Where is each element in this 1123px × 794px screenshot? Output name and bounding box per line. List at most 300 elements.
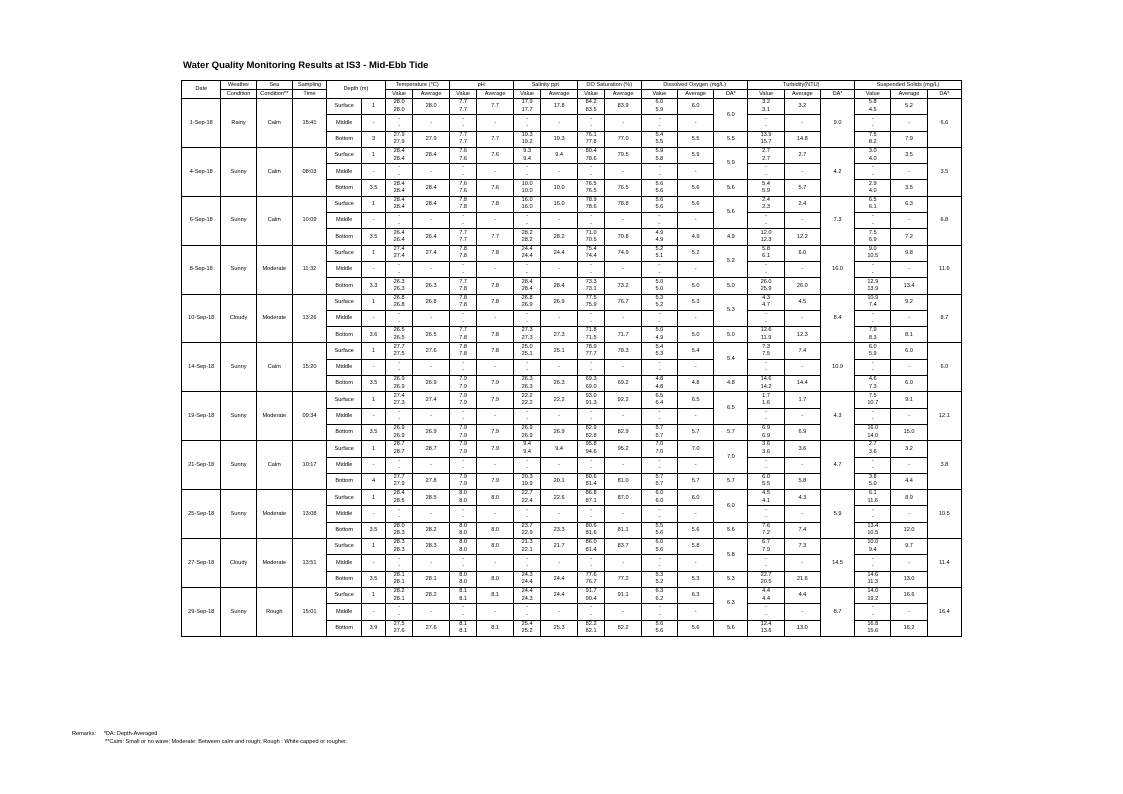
ph-value-reading: - [462,122,465,129]
turbidity-value-reading: 6.9 [762,432,770,439]
depth-value-cell: 3 [362,131,385,147]
header-weather: Weather [221,81,256,90]
header-average: Average [784,90,820,99]
dissolved-oxygen-value-reading: 5.6 [655,546,664,553]
suspended-solids-value [855,180,891,196]
salinity-value-reading: 27.3 [521,327,533,334]
do-saturation-value-reading: 76.1 [585,131,597,138]
suspended-solids-value-reading: 7.4 [868,302,877,309]
do-saturation-average: - [605,359,641,375]
do-saturation-value-reading: 69.0 [585,383,597,390]
temperature-value [385,604,413,620]
suspended-solids-average: 3.5 [891,147,927,163]
suspended-solids-average: 6.0 [891,376,927,392]
dissolved-oxygen-da: 5.3 [714,294,748,327]
weather-cell: Cloudy [221,539,256,588]
dissolved-oxygen-value-reading: 5.6 [655,180,664,187]
turbidity-value [748,587,784,603]
do-saturation-value [577,343,605,359]
ph-value-reading: 7.8 [459,302,467,309]
salinity-value-reading: 22.1 [521,546,533,553]
turbidity-value-reading: 20.5 [760,579,772,586]
dissolved-oxygen-da: 5.6 [714,180,748,196]
do-saturation-value-reading: - [590,465,593,472]
dissolved-oxygen-value-reading: - [658,604,661,611]
temperature-value [385,571,413,587]
suspended-solids-value-reading: - [871,604,874,611]
dissolved-oxygen-value-reading: 5.4 [655,131,664,138]
dissolved-oxygen-value-reading: 5.0 [655,327,664,334]
dissolved-oxygen-value [641,441,677,457]
header-temperature: Temperature (°C) [385,81,449,90]
suspended-solids-value [855,99,891,115]
suspended-solids-da: 3.8 [927,441,961,490]
temperature-average: - [413,213,449,229]
temperature-value-reading: - [398,220,401,227]
suspended-solids-value-reading: 14.6 [867,571,879,578]
turbidity-value-reading: 3.2 [762,99,770,106]
temperature-value-reading: - [398,269,401,276]
ph-average: - [477,115,513,131]
ph-average: 8.1 [477,587,513,603]
suspended-solids-value-reading: 4.6 [868,376,877,383]
header-sea-condition: Condition** [256,90,292,99]
suspended-solids-value [855,587,891,603]
turbidity-value-reading: - [765,115,767,122]
do-saturation-average: - [605,555,641,571]
do-saturation-value [577,147,605,163]
ph-value-reading: 7.7 [459,139,467,146]
temperature-value [385,278,413,294]
dissolved-oxygen-da: 5.9 [714,147,748,180]
turbidity-value-reading: 6.0 [762,474,770,481]
depth-level-cell: Bottom [327,473,362,489]
table-row [182,294,962,310]
ph-value [449,343,477,359]
turbidity-value [748,294,784,310]
depth-level-cell: Middle [327,213,362,229]
ph-value-reading: 8.1 [459,628,467,635]
temperature-average: 28.4 [413,180,449,196]
ph-value-reading: 8.0 [459,546,467,553]
ph-value-reading: 7.7 [459,99,467,106]
ph-value [449,327,477,343]
depth-value-cell: 3.5 [362,522,385,538]
temperature-average: 28.4 [413,147,449,163]
ph-value-reading: - [462,213,465,220]
ph-value-reading: 7.9 [459,392,467,399]
temperature-value-reading: - [398,416,401,423]
suspended-solids-value-reading: 11.3 [867,579,878,586]
suspended-solids-value-reading: 19.2 [867,595,879,602]
suspended-solids-value-reading: 4.0 [868,188,877,195]
dissolved-oxygen-average: - [678,115,714,131]
suspended-solids-average: - [891,359,927,375]
header-sea: Sea [256,81,292,90]
turbidity-value-reading: - [765,318,767,325]
turbidity-value-reading: 5.9 [762,188,770,195]
turbidity-value-reading: 7.9 [762,546,770,553]
do-saturation-value [577,196,605,212]
table-row [182,587,962,603]
ph-value-reading: 7.6 [459,180,467,187]
temperature-value-reading: 28.4 [393,204,405,211]
dissolved-oxygen-average: 5.5 [678,131,714,147]
ph-value [449,408,477,424]
depth-level-cell: Surface [327,196,362,212]
dissolved-oxygen-average: - [678,310,714,326]
suspended-solids-value-reading: - [871,367,874,374]
turbidity-value-reading: 12.3 [760,237,772,244]
temperature-value [385,359,413,375]
turbidity-value [748,392,784,408]
temperature-value-reading: - [398,604,401,611]
suspended-solids-average: 7.9 [891,131,927,147]
salinity-value [513,604,541,620]
temperature-value-reading: - [398,262,401,269]
suspended-solids-value [855,131,891,147]
turbidity-value [748,473,784,489]
salinity-value [513,506,541,522]
table-body [182,99,962,637]
dissolved-oxygen-average: 6.0 [678,99,714,115]
do-saturation-value-reading: - [590,318,593,325]
salinity-value-reading: 25.1 [521,351,533,358]
suspended-solids-average: - [891,457,927,473]
do-saturation-average: 79.5 [605,147,641,163]
salinity-value-reading: 26.3 [521,376,533,383]
ph-average: 7.8 [477,294,513,310]
dissolved-oxygen-da: 5.6 [714,196,748,229]
dissolved-oxygen-da: 6.0 [714,490,748,523]
do-saturation-average: 91.1 [605,587,641,603]
dissolved-oxygen-value-reading: 5.2 [655,245,664,252]
header-depth: Depth (m) [327,81,386,99]
turbidity-average: 7.4 [784,343,820,359]
suspended-solids-average: - [891,604,927,620]
temperature-average: 28.4 [413,196,449,212]
temperature-value-reading: - [398,611,401,618]
do-saturation-average: 83.7 [605,539,641,555]
ph-average: 8.0 [477,571,513,587]
sea-condition-cell: Calm [256,441,292,490]
temperature-average: 26.5 [413,327,449,343]
suspended-solids-average: - [891,310,927,326]
temperature-value-reading: 26.3 [393,285,405,292]
temperature-value [385,620,413,636]
suspended-solids-value [855,555,891,571]
weather-cell: Sunny [221,392,256,441]
suspended-solids-value-reading: - [871,506,874,513]
suspended-solids-value-reading: 3.8 [868,474,877,481]
ph-value-reading: 7.6 [459,155,467,162]
suspended-solids-value-reading: - [871,611,874,618]
depth-level-cell: Bottom [327,180,362,196]
suspended-solids-average: - [891,164,927,180]
ph-value [449,245,477,261]
salinity-value-reading: 16.0 [521,204,533,211]
salinity-average: 9.4 [541,441,577,457]
do-saturation-value [577,539,605,555]
turbidity-value-reading: 7.2 [762,530,770,537]
depth-value-cell: - [362,359,385,375]
ph-value-reading: - [462,514,465,521]
temperature-average: - [413,115,449,131]
suspended-solids-value-reading: 9.4 [868,546,877,553]
date-cell: 14-Sep-18 [182,343,221,392]
temperature-average: 28.5 [413,490,449,506]
suspended-solids-da: 6.6 [927,99,961,148]
suspended-solids-average: 3.2 [891,441,927,457]
depth-level-cell: Middle [327,261,362,277]
temperature-value-reading: 27.4 [393,392,405,399]
do-saturation-value [577,245,605,261]
turbidity-value-reading: 13.9 [760,131,772,138]
do-saturation-average: - [605,506,641,522]
turbidity-value-reading: 15.7 [760,139,772,146]
do-saturation-average: - [605,457,641,473]
ph-value-reading: 7.8 [459,204,467,211]
dissolved-oxygen-value [641,294,677,310]
ph-value-reading: 8.0 [459,497,467,504]
ph-value-reading: 7.9 [459,481,467,488]
suspended-solids-da: 16.4 [927,587,961,636]
dissolved-oxygen-average: - [678,506,714,522]
ph-average: 8.0 [477,490,513,506]
salinity-value [513,457,541,473]
suspended-solids-da: 3.5 [927,147,961,196]
turbidity-value-reading: - [765,262,767,269]
ph-value-reading: 7.8 [459,351,467,358]
ph-average: 7.7 [477,131,513,147]
do-saturation-average: 82.2 [605,620,641,636]
suspended-solids-value-reading: 12.9 [867,278,879,285]
do-saturation-value-reading: 78.9 [585,343,597,350]
dissolved-oxygen-value [641,522,677,538]
ph-value [449,539,477,555]
temperature-value-reading: 27.6 [393,628,405,635]
turbidity-value-reading: - [765,122,767,129]
suspended-solids-value-reading: 3.0 [868,148,877,155]
turbidity-average: - [784,310,820,326]
depth-value-cell: - [362,457,385,473]
dissolved-oxygen-average: 4.9 [678,229,714,245]
salinity-value-reading: 22.4 [521,497,533,504]
depth-level-cell: Middle [327,115,362,131]
suspended-solids-value-reading: - [871,115,874,122]
temperature-value [385,457,413,473]
do-saturation-value-reading: 77.8 [585,139,597,146]
salinity-value-reading: 28.4 [521,285,533,292]
turbidity-average: 14.8 [784,131,820,147]
ph-value [449,620,477,636]
turbidity-value-reading: 4.4 [762,595,770,602]
suspended-solids-value-reading: - [871,408,874,415]
salinity-average: 28.4 [541,278,577,294]
salinity-value-reading: - [526,318,529,325]
suspended-solids-da: 11.4 [927,539,961,588]
header-sampling: Sampling [292,81,326,90]
date-cell: 29-Sep-18 [182,587,221,636]
ph-value-reading: 8.1 [459,595,467,602]
ph-value-reading: 7.8 [459,253,467,260]
header-salinity: Salinity ppt [513,81,577,90]
ph-average: 8.1 [477,620,513,636]
salinity-average: 26.3 [541,376,577,392]
ph-value-reading: 7.8 [459,197,467,204]
temperature-average: 27.4 [413,392,449,408]
depth-value-cell: 3.5 [362,180,385,196]
turbidity-value-reading: 22.7 [760,571,772,578]
salinity-average: 20.1 [541,473,577,489]
sea-condition-cell: Moderate [256,539,292,588]
suspended-solids-average: 5.2 [891,99,927,115]
header-average: Average [541,90,577,99]
temperature-average: 27.8 [413,473,449,489]
salinity-value-reading: 26.9 [521,432,533,439]
turbidity-value-reading: 3.6 [762,448,770,455]
depth-level-cell: Middle [327,555,362,571]
sampling-time-cell: 10:09 [292,196,326,245]
depth-value-cell: 3.3 [362,278,385,294]
do-saturation-average: 81.1 [605,522,641,538]
salinity-average: - [541,261,577,277]
salinity-value-reading: 9.4 [523,448,531,455]
dissolved-oxygen-da: 4.8 [714,376,748,392]
ph-value-reading: 8.0 [459,579,467,586]
depth-level-cell: Middle [327,164,362,180]
temperature-value-reading: 26.5 [393,327,405,334]
header-weather-condition: Condition [221,90,256,99]
temperature-value [385,294,413,310]
turbidity-value-reading: 7.6 [762,522,770,529]
ph-value-reading: - [462,604,465,611]
do-saturation-value-reading: 80.6 [585,474,597,481]
do-saturation-value-reading: 70.5 [585,237,597,244]
salinity-value [513,278,541,294]
salinity-average: - [541,408,577,424]
suspended-solids-value-reading: 10.9 [867,294,879,301]
temperature-value-reading: 28.4 [393,188,405,195]
do-saturation-value-reading: 71.8 [585,327,597,334]
suspended-solids-value-reading: - [871,171,874,178]
do-saturation-value [577,278,605,294]
suspended-solids-value-reading: - [871,269,874,276]
dissolved-oxygen-value-reading: - [658,262,661,269]
turbidity-average: 6.9 [784,424,820,440]
dissolved-oxygen-value-reading: 5.6 [655,530,664,537]
do-saturation-value-reading: - [590,262,593,269]
dissolved-oxygen-da: 5.4 [714,343,748,376]
suspended-solids-value-reading: - [871,359,874,366]
temperature-value-reading: - [398,318,401,325]
dissolved-oxygen-value-reading: 4.8 [655,376,664,383]
suspended-solids-value-reading: 13.9 [867,285,879,292]
depth-value-cell: - [362,506,385,522]
weather-cell: Sunny [221,196,256,245]
salinity-value-reading: 26.8 [521,294,533,301]
ph-value-reading: 7.7 [459,237,467,244]
dissolved-oxygen-value [641,245,677,261]
depth-level-cell: Bottom [327,131,362,147]
dissolved-oxygen-value-reading: 4.9 [655,334,664,341]
sea-condition-cell: Moderate [256,490,292,539]
ph-value-reading: 7.8 [459,343,467,350]
turbidity-value-reading: - [765,171,767,178]
do-saturation-value-reading: - [590,359,593,366]
dissolved-oxygen-average: 5.3 [678,294,714,310]
salinity-average: - [541,115,577,131]
do-saturation-value [577,131,605,147]
do-saturation-value-reading: 91.3 [585,399,597,406]
dissolved-oxygen-average: 5.6 [678,522,714,538]
salinity-average: - [541,555,577,571]
dissolved-oxygen-value [641,278,677,294]
salinity-value-reading: 16.0 [521,197,533,204]
salinity-value-reading: 10.0 [521,188,533,195]
salinity-value-reading: 22.2 [521,392,533,399]
temperature-value-reading: 28.4 [393,197,405,204]
temperature-value [385,539,413,555]
do-saturation-value-reading: - [590,611,593,618]
dissolved-oxygen-average: 5.7 [678,473,714,489]
turbidity-value-reading: 14.2 [760,383,772,390]
dissolved-oxygen-da: 5.6 [714,620,748,636]
turbidity-value-reading: - [765,269,767,276]
salinity-value [513,131,541,147]
turbidity-value-reading: 3.1 [762,106,770,113]
ph-value-reading: - [462,164,465,171]
dissolved-oxygen-value-reading: - [658,122,661,129]
dissolved-oxygen-da: 5.7 [714,424,748,440]
do-saturation-value-reading: 74.4 [585,253,597,260]
ph-value-reading: 7.9 [459,432,467,439]
dissolved-oxygen-value-reading: - [658,562,661,569]
turbidity-average: - [784,555,820,571]
temperature-value [385,131,413,147]
turbidity-value-reading: 4.4 [762,588,770,595]
dissolved-oxygen-average: - [678,604,714,620]
suspended-solids-value [855,343,891,359]
depth-level-cell: Surface [327,441,362,457]
turbidity-average: 14.4 [784,376,820,392]
temperature-value-reading: - [398,115,401,122]
temperature-average: - [413,261,449,277]
suspended-solids-da: 6.8 [927,196,961,245]
suspended-solids-value-reading: 8.3 [868,334,877,341]
turbidity-value-reading: - [765,611,767,618]
suspended-solids-da: 11.6 [927,245,961,294]
salinity-average: 10.0 [541,180,577,196]
turbidity-average: 4.4 [784,587,820,603]
turbidity-value [748,343,784,359]
do-saturation-value [577,229,605,245]
dissolved-oxygen-da: 5.0 [714,278,748,294]
table-row [182,392,962,408]
suspended-solids-value-reading: 6.5 [868,197,877,204]
turbidity-average: - [784,115,820,131]
dissolved-oxygen-value [641,115,677,131]
header-turbidity: Turbidity(NTU) [748,81,855,90]
dissolved-oxygen-value-reading: 5.3 [655,351,664,358]
dissolved-oxygen-value [641,571,677,587]
turbidity-value-reading: 1.6 [762,399,770,406]
suspended-solids-value [855,229,891,245]
temperature-value [385,424,413,440]
turbidity-average: - [784,261,820,277]
do-saturation-value [577,441,605,457]
turbidity-value [748,620,784,636]
